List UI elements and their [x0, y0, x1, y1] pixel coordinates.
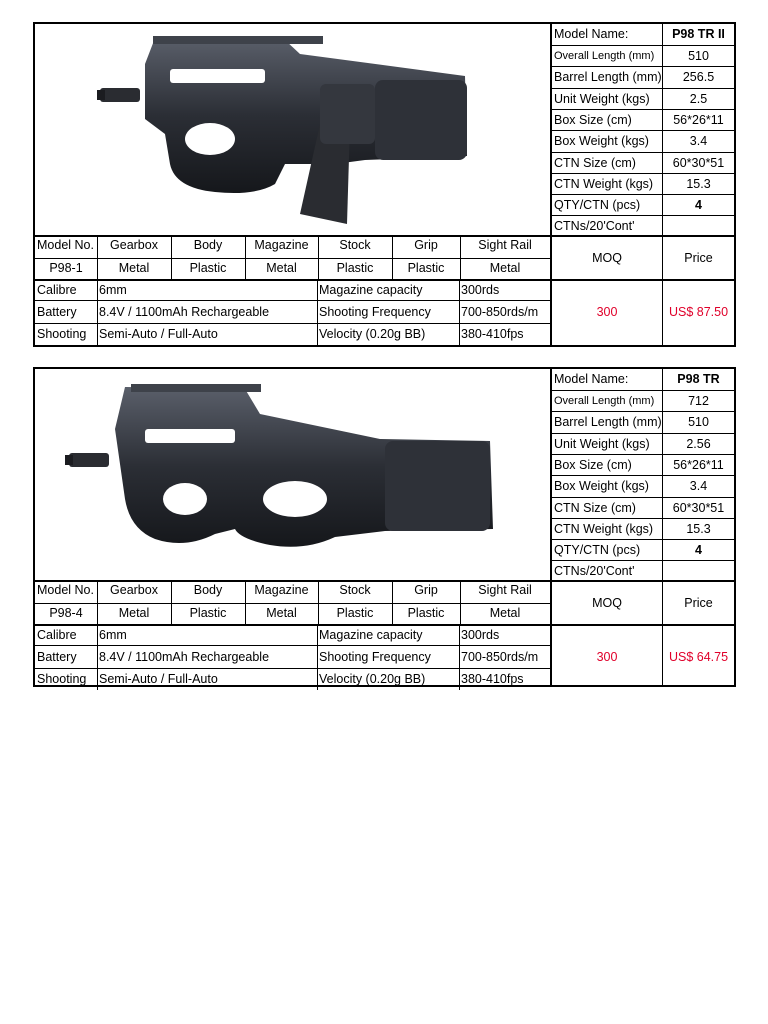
detail-l1: Battery — [37, 304, 77, 319]
detail-v2: 700-850rds/m — [461, 649, 539, 664]
spec-value: 60*30*51 — [672, 500, 725, 515]
spec-value: 2.56 — [686, 436, 711, 451]
spec-value — [663, 561, 734, 581]
spec-value: 4 — [695, 542, 702, 557]
price-label: Price — [684, 595, 713, 610]
product-photo — [35, 369, 550, 579]
detail-v1: 6mm — [99, 282, 127, 297]
model-name-label: Model Name: — [554, 27, 629, 42]
spec-value: 3.4 — [689, 478, 708, 493]
column-value: Metal — [489, 261, 521, 276]
spec-label: Box Size (cm) — [554, 457, 632, 472]
column-header: Model No. — [37, 583, 94, 597]
column-value: Plastic — [407, 606, 445, 621]
column-header: Model No. — [37, 238, 94, 252]
spec-value: 510 — [688, 48, 709, 63]
spec-label: CTN Weight (kgs) — [554, 521, 654, 536]
detail-v1: Semi-Auto / Full-Auto — [99, 327, 218, 342]
spec-value: 60*30*51 — [672, 155, 725, 170]
spec-label: CTNs/20'Cont' — [554, 563, 635, 578]
spec-label: Box Size (cm) — [554, 112, 632, 127]
spec-value: 56*26*11 — [673, 457, 724, 472]
spec-label: CTN Size (cm) — [554, 500, 636, 515]
detail-v1: 8.4V / 1100mAh Rechargeable — [99, 649, 270, 664]
detail-l1: Shooting — [37, 327, 87, 342]
column-value: Plastic — [189, 261, 227, 276]
model-name-value: P98 TR — [677, 372, 720, 387]
column-header: Stock — [339, 583, 371, 597]
spec-value: 15.3 — [686, 521, 711, 536]
spec-value: 15.3 — [686, 176, 711, 191]
spec-value: 3.4 — [689, 133, 708, 148]
spec-label: Barrel Length (mm) — [554, 414, 662, 429]
column-header: Body — [193, 583, 223, 597]
column-value: Metal — [118, 261, 150, 276]
moq-label: MOQ — [592, 250, 622, 265]
detail-l2: Velocity (0.20g BB) — [319, 327, 426, 342]
spec-label: QTY/CTN (pcs) — [554, 197, 641, 212]
column-header: Sight Rail — [478, 583, 532, 597]
moq-value: 300 — [596, 649, 618, 664]
detail-v2: 380-410fps — [461, 672, 524, 687]
column-value: Plastic — [189, 606, 227, 621]
price-label: Price — [684, 250, 713, 265]
spec-label: CTNs/20'Cont' — [554, 218, 635, 233]
detail-v2: 300rds — [461, 627, 500, 642]
column-value: Plastic — [407, 261, 445, 276]
detail-l1: Calibre — [37, 282, 77, 297]
spec-label: Overall Length (mm) — [554, 49, 655, 62]
column-value: Metal — [118, 606, 150, 621]
column-value: Metal — [266, 606, 297, 621]
spec-label: Barrel Length (mm) — [554, 69, 662, 84]
column-value: P98-1 — [49, 261, 83, 276]
spec-label: Unit Weight (kgs) — [554, 91, 650, 106]
detail-l2: Magazine capacity — [319, 627, 423, 642]
spec-label: CTN Weight (kgs) — [554, 176, 654, 191]
detail-v2: 380-410fps — [461, 327, 524, 342]
detail-v2: 700-850rds/m — [461, 304, 539, 319]
detail-v1: 8.4V / 1100mAh Rechargeable — [99, 304, 270, 319]
price-value: US$ 64.75 — [668, 649, 729, 664]
detail-l2: Shooting Frequency — [319, 304, 431, 319]
column-header: Stock — [339, 238, 371, 252]
detail-l2: Shooting Frequency — [319, 649, 431, 664]
column-value: Metal — [489, 606, 521, 621]
spec-value: 4 — [695, 197, 702, 212]
detail-l1: Battery — [37, 649, 77, 664]
spec-label: Box Weight (kgs) — [554, 133, 649, 148]
spec-label: Overall Length (mm) — [554, 394, 655, 407]
column-header: Body — [193, 238, 223, 252]
model-name-value: P98 TR II — [672, 27, 725, 42]
column-header: Gearbox — [110, 583, 158, 597]
column-value: Plastic — [336, 261, 374, 276]
column-header: Sight Rail — [478, 238, 532, 252]
product-sheet-1 — [33, 22, 736, 347]
column-header: Magazine — [254, 583, 309, 597]
detail-l2: Magazine capacity — [319, 282, 423, 297]
model-name-label: Model Name: — [554, 372, 629, 387]
spec-value: 56*26*11 — [673, 112, 724, 127]
detail-l1: Shooting — [37, 672, 87, 687]
spec-value: 2.5 — [689, 91, 708, 106]
spec-label: Box Weight (kgs) — [554, 478, 649, 493]
column-header: Gearbox — [110, 238, 158, 252]
product-sheet-2 — [33, 367, 736, 687]
rifle-image — [35, 24, 550, 234]
column-header: Grip — [414, 583, 438, 597]
spec-label: CTN Size (cm) — [554, 155, 636, 170]
spec-label: Unit Weight (kgs) — [554, 436, 650, 451]
detail-v2: 300rds — [461, 282, 500, 297]
spec-value: 712 — [688, 393, 709, 408]
spec-value — [663, 216, 734, 236]
detail-l2: Velocity (0.20g BB) — [319, 672, 426, 687]
spec-value: 510 — [688, 414, 709, 429]
column-value: Plastic — [336, 606, 374, 621]
moq-label: MOQ — [592, 595, 622, 610]
moq-value: 300 — [596, 304, 618, 319]
price-value: US$ 87.50 — [668, 304, 729, 319]
spec-label: QTY/CTN (pcs) — [554, 542, 641, 557]
detail-v1: 6mm — [99, 627, 127, 642]
spec-value: 256.5 — [682, 69, 715, 84]
detail-l1: Calibre — [37, 627, 77, 642]
product-photo — [35, 24, 550, 234]
column-value: P98-4 — [49, 606, 83, 621]
column-header: Grip — [414, 238, 438, 252]
column-header: Magazine — [254, 238, 309, 252]
column-value: Metal — [266, 261, 297, 276]
rifle-image — [35, 369, 550, 579]
detail-v1: Semi-Auto / Full-Auto — [99, 672, 218, 687]
